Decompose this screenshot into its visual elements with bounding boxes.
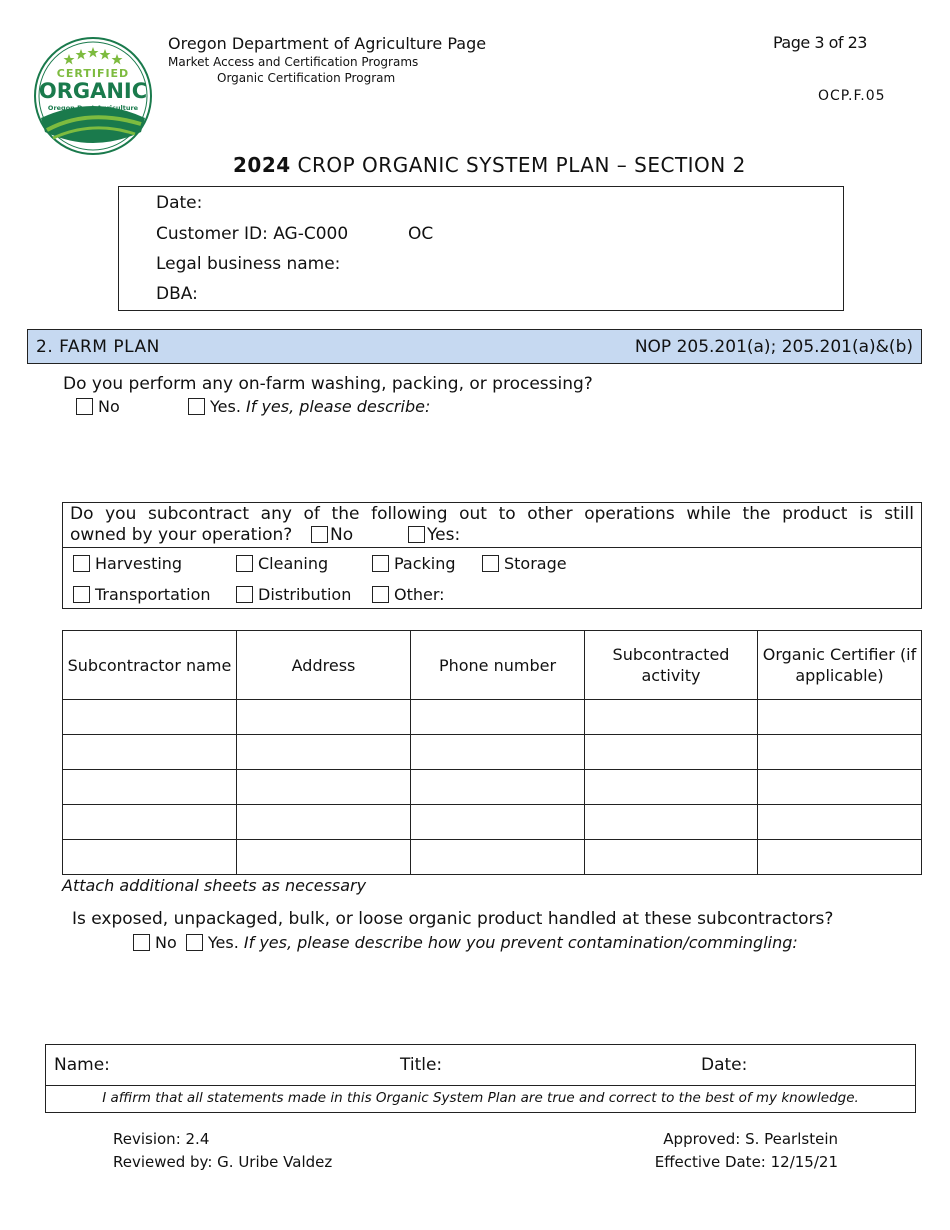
other-label: Other: [394, 585, 445, 604]
footer-approved: Approved: S. Pearlstein [663, 1130, 838, 1148]
storage-label: Storage [504, 554, 567, 573]
footer-effective-date: Effective Date: 12/15/21 [654, 1153, 838, 1171]
cleaning-checkbox[interactable] [236, 555, 253, 572]
col-subcontractor-name: Subcontractor name [63, 631, 237, 700]
q2-no-checkbox[interactable] [311, 526, 328, 543]
table-header-row [63, 631, 922, 700]
table-cell[interactable] [585, 770, 758, 805]
table-cell[interactable] [63, 840, 237, 875]
q3-no-option[interactable] [133, 933, 177, 952]
agency-name [168, 34, 486, 53]
programs-line: Market Access and Certification Programs [168, 55, 419, 69]
other-checkbox[interactable] [372, 586, 389, 603]
harvesting-checkbox[interactable] [73, 555, 90, 572]
option-harvesting[interactable] [73, 554, 182, 573]
distribution-label: Distribution [258, 585, 352, 604]
table-cell[interactable] [63, 770, 237, 805]
page-number: Page 3 of 23 [773, 33, 867, 52]
q2-yes-option[interactable] [408, 525, 460, 545]
customer-id-label: Customer ID: AG-C000 [156, 224, 349, 244]
table-cell[interactable] [758, 700, 922, 735]
option-other[interactable] [372, 585, 445, 604]
q1-no-label: No [98, 397, 120, 416]
cleaning-label: Cleaning [258, 554, 329, 573]
subcontractor-table [62, 630, 922, 875]
table-cell[interactable] [411, 840, 585, 875]
table-note-text: Attach additional sheets as necessary [62, 876, 367, 895]
table-cell[interactable] [411, 735, 585, 770]
q1-yes-option[interactable] [188, 397, 430, 416]
logo-main-text: ORGANIC [38, 79, 148, 103]
program-line: Organic Certification Program [217, 71, 396, 85]
q1-no-option[interactable] [76, 397, 120, 416]
table-cell[interactable] [585, 840, 758, 875]
table-cell[interactable] [585, 700, 758, 735]
section-label: 2. FARM PLAN [36, 337, 160, 357]
q3-question: Is exposed, unpackaged, bulk, or loose organic product handled at these subcontractors? [72, 909, 834, 929]
table-cell[interactable] [63, 700, 237, 735]
table-cell[interactable] [237, 700, 411, 735]
footer-revision: Revision: 2.4 [113, 1130, 210, 1148]
table-cell[interactable] [237, 805, 411, 840]
table-cell[interactable] [237, 770, 411, 805]
title-year: 2024 [233, 153, 291, 177]
q2-question-line1: Do you subcontract any of the following out to other operations while the product is still [70, 504, 914, 524]
q1-question: Do you perform any on-farm washing, packing, or processing? [63, 374, 593, 394]
title-text: CROP ORGANIC SYSTEM PLAN – SECTION 2 [297, 153, 746, 177]
table-row [63, 735, 922, 770]
table-note [62, 876, 366, 895]
table-cell[interactable] [63, 735, 237, 770]
q3-yes-checkbox[interactable] [186, 934, 203, 951]
table-cell[interactable] [758, 840, 922, 875]
q3-no-label: No [155, 933, 177, 952]
logo-sub-text: Oregon Dept Agriculture [47, 104, 139, 112]
title-label[interactable]: Title: [400, 1055, 443, 1075]
q2-no-option[interactable] [311, 525, 353, 545]
affirmation-italic: I affirm that all statements made in this Organic System Plan are true and correct to the best of my knowledge. [102, 1090, 859, 1106]
q1-yes-hint: If yes, please describe: [246, 397, 431, 416]
table-cell[interactable] [237, 840, 411, 875]
table-row [63, 805, 922, 840]
transportation-label: Transportation [95, 585, 211, 604]
signature-box [45, 1044, 916, 1113]
q3-yes-hint: If yes, please describe how you prevent contamination/commingling: [243, 933, 798, 952]
storage-checkbox[interactable] [482, 555, 499, 572]
col-phone-number: Phone number [411, 631, 585, 700]
q3-yes-label: Yes. [207, 933, 239, 952]
table-cell[interactable] [411, 805, 585, 840]
q1-yes-label: Yes. [210, 397, 241, 416]
affirmation-text [46, 1090, 915, 1106]
name-label[interactable]: Name: [54, 1055, 110, 1075]
table-cell[interactable] [585, 735, 758, 770]
q2-question-line2: owned by your operation? [70, 525, 293, 545]
packing-checkbox[interactable] [372, 555, 389, 572]
option-packing[interactable] [372, 554, 456, 573]
logo-top-text: CERTIFIED [56, 67, 130, 80]
option-cleaning[interactable] [236, 554, 328, 573]
distribution-checkbox[interactable] [236, 586, 253, 603]
q2-yes-checkbox[interactable] [408, 526, 425, 543]
subcontract-question-row [63, 503, 921, 548]
q1-no-checkbox[interactable] [76, 398, 93, 415]
table-cell[interactable] [585, 805, 758, 840]
table-row [63, 700, 922, 735]
agency-page-label: Page [447, 34, 487, 53]
legal-name-label: Legal business name: [156, 254, 341, 274]
section-banner [27, 329, 922, 364]
q3-yes-option[interactable] [186, 933, 239, 952]
signature-row [46, 1045, 915, 1086]
table-cell[interactable] [411, 770, 585, 805]
page-title [233, 153, 746, 177]
date-label: Date: [156, 193, 203, 213]
table-cell[interactable] [758, 735, 922, 770]
q1-yes-checkbox[interactable] [188, 398, 205, 415]
q3-options [133, 933, 798, 952]
col-address: Address [237, 631, 411, 700]
option-distribution[interactable] [236, 585, 351, 604]
subcontract-box [62, 502, 922, 609]
organic-logo [33, 36, 153, 156]
table-row [63, 770, 922, 805]
section-reference: NOP 205.201(a); 205.201(a)&(b) [634, 337, 913, 357]
option-storage[interactable] [482, 554, 567, 573]
dba-label: DBA: [156, 284, 198, 304]
table-cell[interactable] [237, 735, 411, 770]
q3-no-checkbox[interactable] [133, 934, 150, 951]
footer-reviewed-by: Reviewed by: G. Uribe Valdez [113, 1153, 333, 1171]
col-subcontracted-activity: Subcontracted activity [585, 631, 758, 700]
table-cell[interactable] [758, 770, 922, 805]
table-row [63, 840, 922, 875]
table-cell[interactable] [758, 805, 922, 840]
customer-id-suffix: OC [408, 224, 434, 244]
transportation-checkbox[interactable] [73, 586, 90, 603]
packing-label: Packing [394, 554, 456, 573]
table-cell[interactable] [63, 805, 237, 840]
form-code: OCP.F.05 [818, 88, 886, 104]
q2-no-label: No [330, 525, 354, 545]
info-box [118, 186, 844, 311]
q2-yes-label: Yes: [427, 525, 461, 545]
date-signature-label[interactable]: Date: [701, 1055, 748, 1075]
agency-title: Oregon Department of Agriculture [168, 34, 443, 53]
col-organic-certifier: Organic Certifier (if applicable) [758, 631, 922, 700]
table-cell[interactable] [411, 700, 585, 735]
option-transportation[interactable] [73, 585, 211, 604]
harvesting-label: Harvesting [95, 554, 183, 573]
